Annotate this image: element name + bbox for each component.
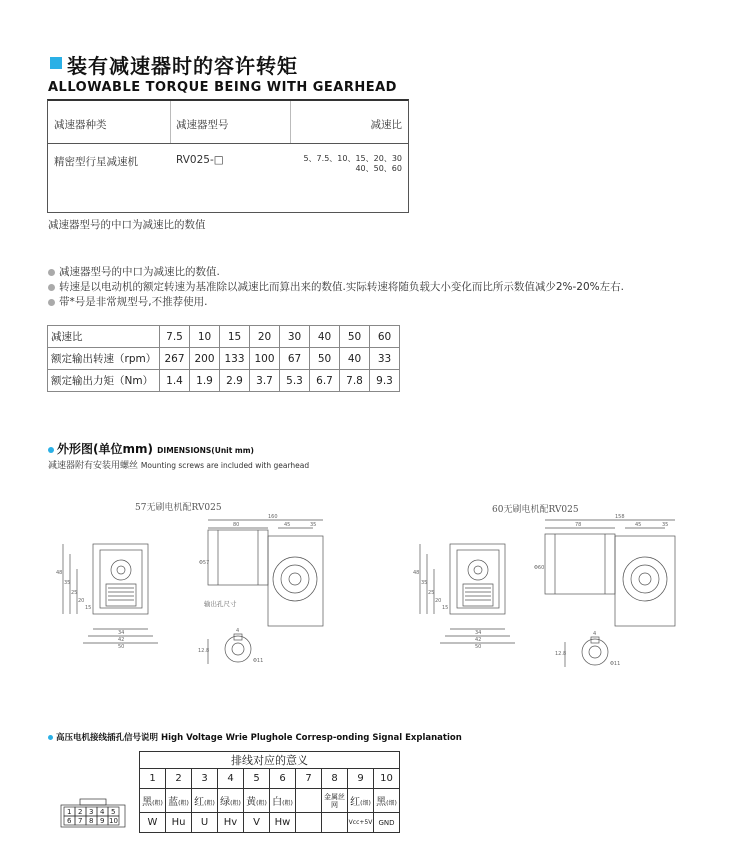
- wire-color: 蓝(粗): [166, 789, 192, 813]
- dim-label: 35: [662, 522, 669, 528]
- connector-pin: 4: [100, 808, 105, 816]
- header-ratio: 减速比: [370, 119, 402, 131]
- page-title: 装有减速器时的容许转矩: [67, 54, 298, 78]
- signal: Hv: [218, 813, 244, 833]
- table-cell: 6.7: [310, 370, 340, 392]
- wiring-header: 高压电机接线插孔信号说明 High Voltage Wrie Plughole Corresp-onding Signal Explanation: [48, 731, 462, 743]
- signal: GND: [374, 813, 400, 833]
- dim-label: 4: [593, 631, 597, 637]
- title-marker-icon: [50, 57, 62, 69]
- table-cell: 200: [190, 348, 220, 370]
- pin-number: 6: [270, 769, 296, 789]
- wire-color: 黄(粗): [244, 789, 270, 813]
- wire-color: 绿(粗): [218, 789, 244, 813]
- wire-color: 红(粗): [192, 789, 218, 813]
- header-type: 减速器种类: [54, 119, 107, 131]
- row-model: RV025-□: [176, 154, 224, 166]
- connector-pin: 3: [89, 808, 94, 816]
- bullet-icon: [48, 447, 54, 453]
- wire-color: [296, 789, 322, 813]
- wire-color: 白(粗): [270, 789, 296, 813]
- dimensions-subtitle: 减速器附有安装用螺丝 Mounting screws are included with gearhead: [48, 461, 310, 471]
- pin-number: 8: [322, 769, 348, 789]
- table-cell: 30: [280, 326, 310, 348]
- pin-number: 1: [140, 769, 166, 789]
- connector-pin: 10: [109, 817, 118, 825]
- dim-label: 12.8: [555, 651, 567, 657]
- gearhead-table: [47, 99, 409, 213]
- table-row: [140, 769, 400, 789]
- dim-label: 50: [118, 644, 125, 650]
- dim-label: 34: [475, 630, 482, 636]
- wiring-table: [139, 751, 400, 833]
- wire-color: 黑(粗): [140, 789, 166, 813]
- dim-label: 42: [118, 637, 125, 643]
- table-row: [48, 348, 400, 370]
- dim-label: 78: [575, 522, 582, 528]
- connector-pin: 5: [111, 808, 116, 816]
- table-cell: 7.8: [340, 370, 370, 392]
- table-cell: 7.5: [160, 326, 190, 348]
- shaft-label: 输出孔尺寸: [204, 600, 237, 608]
- dim-label: 15: [85, 605, 92, 611]
- ratios-line-1: 5、7.5、10、15、20、30: [303, 154, 402, 163]
- bullet-icon: [48, 735, 53, 740]
- table-cell: 20: [250, 326, 280, 348]
- wire-color: 金属丝网: [322, 789, 348, 813]
- dim-label: 158: [615, 514, 625, 520]
- table-row: [140, 789, 400, 813]
- dimensions-header: 外形图(单位mm) DIMENSIONS(Unit mm): [48, 440, 254, 457]
- wire-color: 黑(细): [374, 789, 400, 813]
- dim-label: 45: [284, 522, 291, 528]
- table-cell: 1.9: [190, 370, 220, 392]
- signal: U: [192, 813, 218, 833]
- dim-label: 15: [442, 605, 449, 611]
- wire-color: 红(细): [348, 789, 374, 813]
- pin-number: 9: [348, 769, 374, 789]
- dim-label: 48: [56, 570, 63, 576]
- signal: Vcc+5V: [348, 813, 374, 833]
- table-cell: 50: [310, 348, 340, 370]
- connector-pin: 6: [67, 817, 72, 825]
- pin-number: 4: [218, 769, 244, 789]
- ratios-line-2: 40、50、60: [355, 164, 402, 173]
- dim-label: 160: [268, 514, 278, 520]
- table-cell: 60: [370, 326, 400, 348]
- connector-pin: 8: [89, 817, 94, 825]
- table-row: [48, 326, 400, 348]
- dim-label: 42: [475, 637, 482, 643]
- connector-pin: 2: [78, 808, 83, 816]
- dim-label: 25: [428, 590, 435, 596]
- table-cell: 40: [310, 326, 340, 348]
- table-cell: 33: [370, 348, 400, 370]
- dim-label: Φ11: [610, 661, 621, 667]
- pin-number: 3: [192, 769, 218, 789]
- pin-number: 10: [374, 769, 400, 789]
- table-cell: 5.3: [280, 370, 310, 392]
- table-cell: 100: [250, 348, 280, 370]
- dim-label: 35: [310, 522, 317, 528]
- figure-title-60: 60无刷电机配RV025: [492, 505, 579, 515]
- page-subtitle: ALLOWABLE TORQUE BEING WITH GEARHEAD: [48, 80, 397, 95]
- dim-label: 35: [421, 580, 428, 586]
- gearhead-note: 减速器型号的中口为减速比的数值: [48, 219, 206, 231]
- dim-label: 80: [233, 522, 240, 528]
- row-label: 额定输出转速（rpm）: [48, 348, 160, 370]
- note-item: 减速器型号的中口为减速比的数值.: [48, 265, 624, 280]
- pin-number: 2: [166, 769, 192, 789]
- notes-list: [48, 265, 624, 310]
- connector-pin: 1: [67, 808, 72, 816]
- row-label: 额定输出力矩（Nm）: [48, 370, 160, 392]
- connector-pin: 7: [78, 817, 83, 825]
- dim-label: 12.8: [198, 648, 210, 654]
- dim-label: Φ60: [534, 565, 545, 571]
- dim-label: 45: [635, 522, 642, 528]
- table-cell: 2.9: [220, 370, 250, 392]
- pin-number: 5: [244, 769, 270, 789]
- bullet-icon: [48, 284, 55, 291]
- table-row: [140, 813, 400, 833]
- signal: V: [244, 813, 270, 833]
- dim-label: 48: [413, 570, 420, 576]
- connector-pin: 9: [100, 817, 105, 825]
- table-cell: 15: [220, 326, 250, 348]
- table-cell: 133: [220, 348, 250, 370]
- signal: Hu: [166, 813, 192, 833]
- table-cell: 267: [160, 348, 190, 370]
- dim-label: 34: [118, 630, 125, 636]
- dim-label: 20: [78, 598, 85, 604]
- dim-label: 20: [435, 598, 442, 604]
- dim-label: 4: [236, 628, 240, 634]
- dim-label: 50: [475, 644, 482, 650]
- performance-table: [47, 325, 400, 392]
- table-cell: 67: [280, 348, 310, 370]
- note-item: 带*号是非常规型号,不推荐使用.: [48, 295, 624, 310]
- connector-icon: [60, 797, 126, 829]
- wiring-span-title: 排线对应的意义: [140, 752, 400, 769]
- row-ratios: [303, 154, 402, 174]
- pin-number: 7: [296, 769, 322, 789]
- dim-label: Φ11: [253, 658, 264, 664]
- dimension-drawing-60: [410, 514, 705, 674]
- bullet-icon: [48, 269, 55, 276]
- figure-title-57: 57无刷电机配RV025: [135, 503, 222, 513]
- table-cell: 1.4: [160, 370, 190, 392]
- signal: W: [140, 813, 166, 833]
- table-cell: 50: [340, 326, 370, 348]
- table-cell: 10: [190, 326, 220, 348]
- signal: [296, 813, 322, 833]
- table-row: [140, 752, 400, 769]
- table-row: [48, 370, 400, 392]
- row-type: 精密型行星减速机: [54, 156, 138, 168]
- dim-label: 35: [64, 580, 71, 586]
- table-cell: 3.7: [250, 370, 280, 392]
- signal: Hw: [270, 813, 296, 833]
- dim-label: 25: [71, 590, 78, 596]
- dimension-drawing-57: [48, 514, 338, 674]
- signal: [322, 813, 348, 833]
- table-cell: 9.3: [370, 370, 400, 392]
- dim-label: Φ57: [199, 560, 210, 566]
- table-cell: 40: [340, 348, 370, 370]
- row-label: 减速比: [48, 326, 160, 348]
- note-item: 转速是以电动机的额定转速为基准除以减速比而算出来的数值.实际转速将随负载大小变化而比所示数值减少2%-20%左右.: [48, 280, 624, 295]
- bullet-icon: [48, 299, 55, 306]
- header-model: 减速器型号: [176, 119, 229, 131]
